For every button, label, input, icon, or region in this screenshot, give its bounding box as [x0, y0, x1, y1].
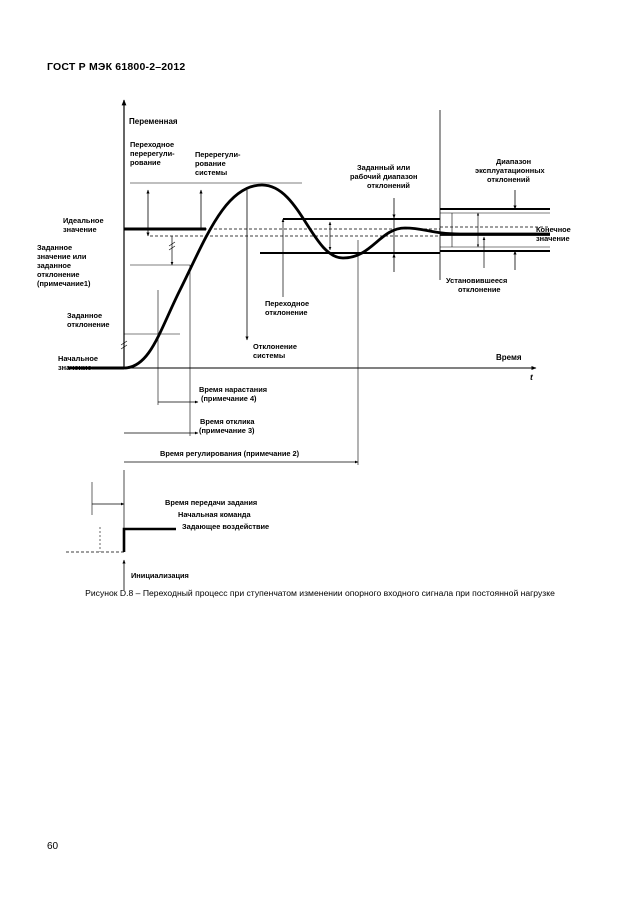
transient-overshoot-label: Переходное перерегули- рование — [130, 140, 175, 167]
x-axis-label: Время — [496, 353, 522, 362]
setpoint-step — [124, 529, 176, 552]
system-overshoot-label: Перерегули- рование системы — [195, 150, 241, 177]
setpoint-deviation-label: Заданное отклонение — [67, 311, 110, 329]
setpoint-value-label: Заданное значение или заданное отклонение (примечание1) — [37, 243, 91, 288]
initialization-label: Инициализация — [131, 571, 189, 580]
setpoint-band-label: Заданный или рабочий диапазон отклонений — [350, 163, 418, 190]
t-symbol: t — [530, 372, 533, 382]
y-axis-label: Переменная — [129, 117, 178, 126]
page-number: 60 — [47, 841, 59, 852]
operating-range-label: Диапазон эксплуатационных отклонений — [475, 157, 545, 184]
command-transfer-time-label: Время передачи задания — [165, 498, 258, 507]
final-value-label: Конечное значение — [536, 225, 571, 243]
figure-caption: Рисунок D.8 – Переходный процесс при ступенчатом изменении опорного входного сигнала при постоянной нагрузке — [85, 588, 555, 598]
steady-deviation-label: Установившееся отклонение — [446, 276, 508, 294]
response-time-label: Время отклика (примечание 3) — [199, 417, 255, 435]
rise-time-label: Время нарастания (примечание 4) — [199, 385, 268, 403]
initial-value-label: Начальное значение — [58, 354, 98, 372]
setpoint-action-label: Задающее воздействие — [182, 522, 270, 531]
settling-time-label: Время регулирования (примечание 2) — [160, 449, 300, 458]
initial-command-label: Начальная команда — [178, 510, 251, 519]
document-header: ГОСТ Р МЭК 61800-2–2012 — [47, 61, 186, 73]
transient-deviation-label: Переходное отклонение — [265, 299, 310, 317]
ideal-value-label: Идеальное значение — [63, 216, 104, 234]
system-deviation-label: Отклонение системы — [253, 342, 297, 360]
